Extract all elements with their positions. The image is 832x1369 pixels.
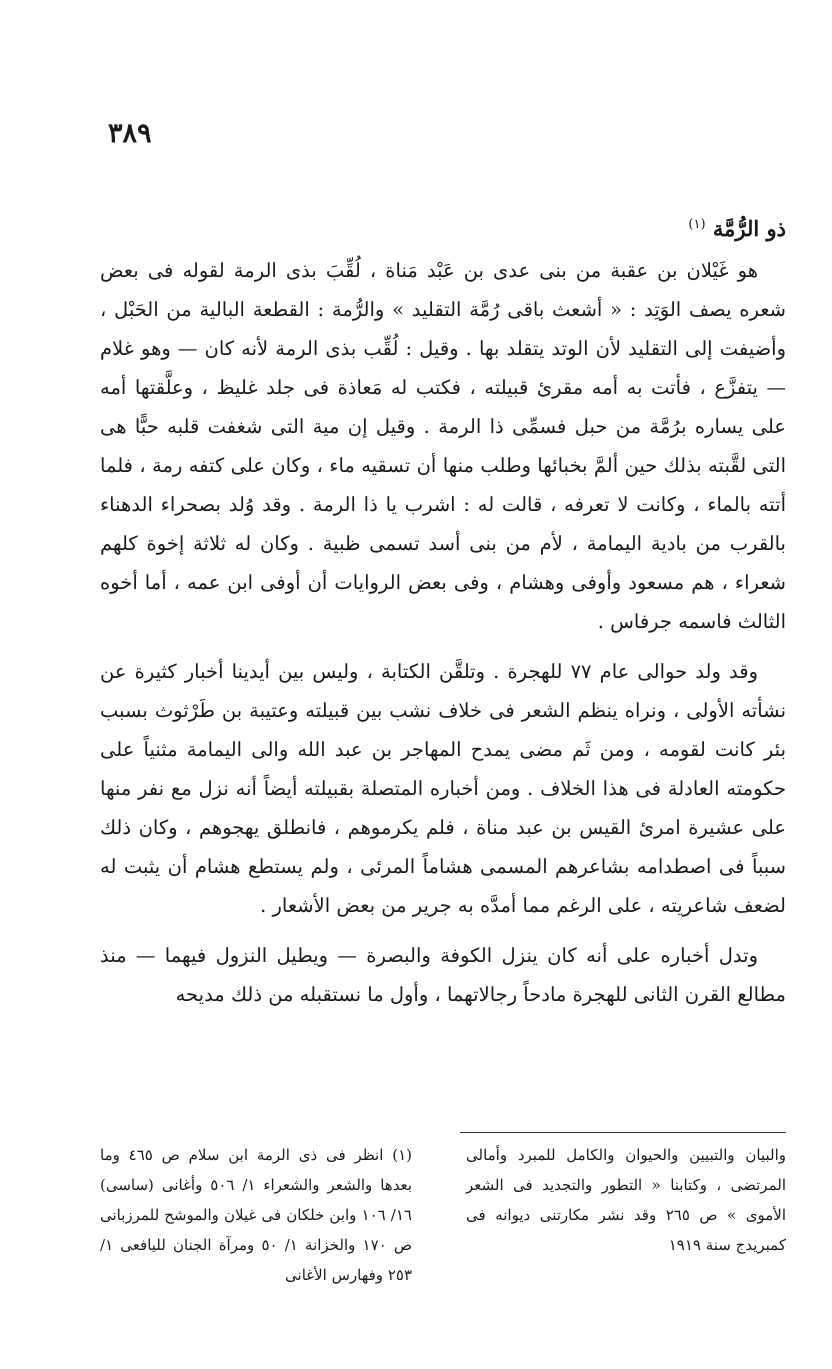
page-number: ٣٨٩ <box>108 118 152 149</box>
body-text <box>100 205 786 1014</box>
heading-footnote-marker: (١) <box>688 217 706 232</box>
footnotes <box>100 1140 786 1290</box>
section-heading <box>100 205 786 249</box>
footnote-column-left: والبيان والتبيين والحيوان والكامل للمبرد وأمالى المرتضى ، وكتابنا « التطور والتجديد فى الشعر الأموى » ص ٢٦٥ وقد نشر مكارتنى ديوانه فى كمبريدج سنة ١٩١٩ <box>466 1146 786 1254</box>
footnote-column-right: (١) انظر فى ذى الرمة ابن سلام ص ٤٦٥ وما بعدها والشعر والشعراء ١/ ٥٠٦ وأغانى (ساسى) ١٦/ ١٠٦ وابن خلكان فى غيلان والموشح للمرزبانى ص ١٧٠ والخزانة ١/ ٥٠ ومرآة الجنان لليافعى ١/ ٢٥٣ وفهارس الأغانى <box>100 1146 412 1284</box>
paragraph-2: وقد ولد حوالى عام ٧٧ للهجرة . وتلقَّن الكتابة ، وليس بين أيدينا أخبار كثيرة عن نشأته الأولى ، ونراه ينظم الشعر فى خلاف نشب بين قبيلته وعتيبة بن طَرْثوث بسبب بئر كانت لقومه ، ومن ثَم مضى يمدح المهاجر بن عبد الله والى اليمامة مثنياً على حكومته العادلة فى هذا الخلاف . ومن أخباره المتصلة بقبيلته أيضاً أنه نزل مع نفر منها على عشيرة امرئ القيس بن عبد مناة ، فلم يكرموهم ، فانطلق يهجوهم ، وكان ذلك سبباً فى اصطدامه بشاعرهم المسمى هشاماً المرئى ، ولم يستطع هشام أن يثبت له لضعف شاعريته ، على الرغم مما أمدَّه به جرير من بعض الأشعار . <box>100 660 786 917</box>
footnote-divider <box>460 1132 786 1133</box>
paragraph-1: هو غَيْلان بن عقبة من بنى عدى بن عَبْد مَناة ، لُقِّبَ بذى الرمة لقوله فى بعض شعره يصف الوَتِد : « أشعث باقى رُمَّة التقليد » والرُّمة : القطعة البالية من الحَبْل ، وأضيفت إلى التقليد لأن الوتد يتقلد بها . وقيل : لُقِّب بذى الرمة لأنه كان — وهو غلام — يتفزَّع ، فأتت به أمه مقرئ قبيلته ، فكتب له مَعاذة فى جلد غليظ ، وعلَّقتها أمه على يساره برُمَّة من حبل فسمِّى ذا الرمة . وقيل إن مية التى شغفت قلبه حبًّا هى التى لقَّبته بذلك حين ألمَّ بخبائها وطلب منها أن تسقيه ماء ، وكان على كتفه رمة ، فلما أتته بالماء ، وكانت لا تعرفه ، قالت له : اشرب يا ذا الرمة . وقد وُلد بصحراء الدهناء بالقرب من بادية اليمامة ، لأم من بنى أسد تسمى ظبية . وكان له ثلاثة إخوة كلهم شعراء ، هم مسعود وأوفى وهشام ، وفى بعض الروايات أن أوفى ابن عمه ، أما أخوه الثالث فاسمه جرفاس . <box>100 259 786 633</box>
paragraph-3: وتدل أخباره على أنه كان ينزل الكوفة والبصرة — ويطيل النزول فيهما — منذ مطالع القرن الثانى للهجرة مادحاً رجالاتهما ، وأول ما نستقبله من ذلك مديحه <box>100 944 786 1006</box>
heading-text: ذو الرُّمَّة <box>712 216 786 241</box>
